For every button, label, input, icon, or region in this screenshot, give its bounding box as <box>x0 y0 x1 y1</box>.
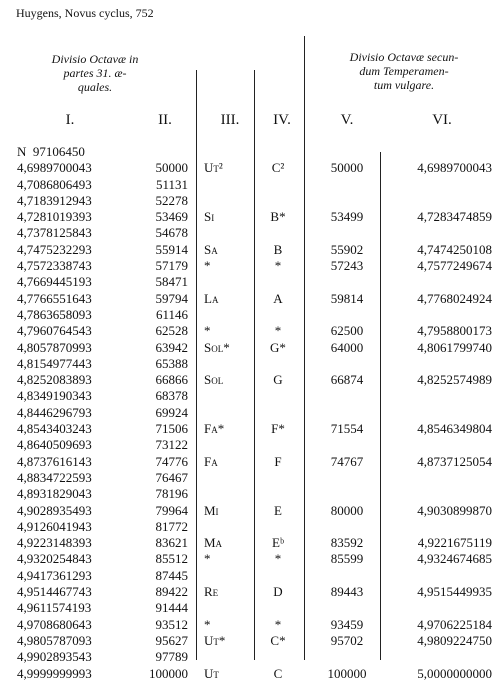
column-6 <box>392 144 492 682</box>
column-divider <box>304 36 305 660</box>
column-header-3: III. <box>220 112 240 128</box>
table-cell <box>258 144 298 160</box>
table-cell: 76467 <box>155 469 188 485</box>
table-cell <box>258 470 298 486</box>
table-cell <box>258 568 298 584</box>
table-cell: 4,7766551643 <box>17 290 92 306</box>
table-cell: 74776 <box>155 453 188 469</box>
table-cell <box>392 519 492 535</box>
table-cell: 4,8446296793 <box>17 404 92 420</box>
table-cell <box>318 486 376 502</box>
table-cell: 78196 <box>155 486 188 502</box>
table-cell: 95627 <box>155 632 188 648</box>
table-cell: 80000 <box>330 502 364 518</box>
table-cell: 71554 <box>330 421 364 437</box>
title-right-line: tum vulgare. <box>373 78 435 92</box>
table-cell: 59814 <box>330 290 364 306</box>
table-cell: 62500 <box>330 323 364 339</box>
table-cell <box>392 405 492 421</box>
table-cell <box>318 177 376 193</box>
table-cell: 66866 <box>155 372 188 388</box>
table-cell: G <box>273 372 283 388</box>
table-cell: 4,8931829043 <box>17 486 92 502</box>
table-cell: Ut² <box>204 160 223 176</box>
table-cell: * <box>204 616 211 632</box>
table-cell <box>204 405 250 421</box>
table-cell: 95702 <box>330 632 364 648</box>
table-cell: 4,9805787093 <box>17 632 92 648</box>
table-cell: 74767 <box>330 453 364 469</box>
table-cell: 4,8057870993 <box>17 339 92 355</box>
column-1 <box>17 144 92 682</box>
table-cell: 55914 <box>155 241 188 257</box>
table-cell: 4,9706225184 <box>417 616 492 632</box>
table-cell: 68378 <box>155 388 188 404</box>
table-cell: 4,6989700043 <box>417 160 492 176</box>
table-cell: 91444 <box>155 600 188 616</box>
table-cell <box>204 568 250 584</box>
table-cell: 4,9126041943 <box>17 518 92 534</box>
table-cell: 4,7378125843 <box>17 225 92 241</box>
table-cell <box>318 519 376 535</box>
table-cell <box>392 307 492 323</box>
table-cell: 4,9708680643 <box>17 616 92 632</box>
table-cell <box>204 388 250 404</box>
table-cell: 4,7572338743 <box>17 258 92 274</box>
table-cell <box>258 649 298 665</box>
table-cell: 4,9902893543 <box>17 649 92 665</box>
table-cell <box>258 519 298 535</box>
column-4 <box>258 144 298 682</box>
table-cell <box>392 356 492 372</box>
table-cell: 89422 <box>155 584 188 600</box>
table-cell: 4,7283474859 <box>417 209 492 225</box>
table-cell: 4,9999999993 <box>17 665 92 681</box>
table-cell: 4,8349190343 <box>17 388 92 404</box>
table-cell: 53499 <box>330 209 364 225</box>
table-cell <box>392 470 492 486</box>
table-cell: C* <box>270 632 286 648</box>
column-divider <box>196 70 197 660</box>
column-header-5: V. <box>340 112 354 128</box>
table-cell: 4,9514467743 <box>17 584 92 600</box>
table-cell: * <box>204 258 211 274</box>
table-cell: 100000 <box>149 665 188 681</box>
table-cell <box>318 600 376 616</box>
table-cell <box>318 405 376 421</box>
table-cell: 57179 <box>155 258 188 274</box>
table-cell: B* <box>270 209 286 225</box>
table-cell: 71506 <box>155 421 188 437</box>
table-cell <box>204 600 250 616</box>
table-cell <box>318 274 376 290</box>
column-5 <box>318 144 376 682</box>
table-cell <box>318 193 376 209</box>
table-cell: F* <box>271 421 285 437</box>
table-cell: 4,7768024924 <box>417 290 492 306</box>
table-cell: 4,8737125054 <box>417 453 492 469</box>
table-cell <box>392 600 492 616</box>
table-cell: 64000 <box>330 339 364 355</box>
table-cell: 55902 <box>330 241 364 257</box>
table-cell: 65388 <box>155 355 188 371</box>
table-cell: 93512 <box>155 616 188 632</box>
table-cell <box>318 649 376 665</box>
table-cell: 89443 <box>330 584 364 600</box>
table-cell: 52278 <box>155 192 188 208</box>
column-2 <box>118 144 188 682</box>
table-cell: 79964 <box>155 502 188 518</box>
table-cell: 53469 <box>155 209 188 225</box>
table-cell: 4,9515449935 <box>417 584 492 600</box>
table-cell: * <box>274 258 282 274</box>
table-cell: 4,7086806493 <box>17 176 92 192</box>
table-cell <box>318 470 376 486</box>
table-cell: 50000 <box>330 160 364 176</box>
table-cell: D <box>273 584 283 600</box>
table-cell: 87445 <box>155 567 188 583</box>
title-right-line: dum Temperamen- <box>359 64 449 78</box>
table-cell <box>204 486 250 502</box>
table-cell: 61146 <box>155 306 188 322</box>
table-cell: 4,7281019393 <box>17 209 92 225</box>
table-cell: 4,9611574193 <box>17 600 92 616</box>
table-cell <box>392 177 492 193</box>
table-cell: 83592 <box>330 535 364 551</box>
table-cell: G* <box>270 339 286 355</box>
table-cell: 4,9809224750 <box>417 632 492 648</box>
table-cell <box>258 437 298 453</box>
table-cell: C <box>273 665 283 681</box>
table-cell <box>318 356 376 372</box>
table-cell: 4,7577249674 <box>417 258 492 274</box>
table-cell <box>204 144 250 160</box>
table-cell <box>392 388 492 404</box>
title-left-line: quales. <box>77 80 113 94</box>
table-cell <box>392 486 492 502</box>
table-cell: 4,7669445193 <box>17 274 92 290</box>
title-right-line: Divisio Octavæ secun- <box>349 50 459 64</box>
table-cell: 4,7863658093 <box>17 306 92 322</box>
table-cell <box>204 274 250 290</box>
title-left <box>10 52 180 94</box>
table-cell: Ut <box>204 665 219 681</box>
table-cell <box>318 307 376 323</box>
table-cell: * <box>204 323 211 339</box>
table-cell: 5,0000000000 <box>417 665 492 681</box>
table-cell <box>258 307 298 323</box>
table-cell: 4,9028935493 <box>17 502 92 518</box>
table-cell: 4,8061799740 <box>417 339 492 355</box>
table-cell: A <box>273 290 283 306</box>
table-cell: 73122 <box>155 437 188 453</box>
title-left-line: partes 31. æ- <box>63 66 127 80</box>
table-cell: * <box>204 551 211 567</box>
column-header-6: VI. <box>432 112 452 128</box>
table-cell: 4,8154977443 <box>17 355 92 371</box>
table-cell: 4,7475232293 <box>17 241 92 257</box>
table-cell <box>392 274 492 290</box>
table-cell: Mi <box>204 502 219 518</box>
column-header-1: I. <box>65 112 75 128</box>
column-divider <box>254 70 255 660</box>
table-cell <box>392 225 492 241</box>
table-cell: 4,7960764543 <box>17 323 92 339</box>
table-cell <box>318 388 376 404</box>
table-cell: Fa <box>204 453 218 469</box>
table-cell <box>318 144 376 160</box>
table-cell <box>118 144 188 160</box>
table-cell <box>258 225 298 241</box>
table-cell: Fa* <box>204 421 225 437</box>
table-cell <box>392 437 492 453</box>
column-3 <box>204 144 250 682</box>
table-cell <box>392 568 492 584</box>
table-cell: 85599 <box>330 551 364 567</box>
table-cell: Sol* <box>204 339 230 355</box>
table-cell: 81772 <box>155 518 188 534</box>
table-cell <box>204 307 250 323</box>
table-cell <box>392 144 492 160</box>
table-cell: 4,8737616143 <box>17 453 92 469</box>
table-cell <box>258 177 298 193</box>
table-cell: 4,9223148393 <box>17 535 92 551</box>
column-header-2: II. <box>158 112 172 128</box>
table-cell: 4,8546349804 <box>417 421 492 437</box>
table-cell: * <box>274 551 282 567</box>
table-cell: 4,8252574989 <box>417 372 492 388</box>
table-cell: 54678 <box>155 225 188 241</box>
table-cell: 59794 <box>155 290 188 306</box>
table-cell: Re <box>204 584 219 600</box>
table-cell <box>204 177 250 193</box>
table-cell: 4,9417361293 <box>17 567 92 583</box>
table-cell <box>258 486 298 502</box>
table-cell: 50000 <box>155 160 188 176</box>
table-cell <box>204 437 250 453</box>
table-cell <box>204 356 250 372</box>
table-cell <box>204 193 250 209</box>
table-cell <box>204 649 250 665</box>
table-cell: La <box>204 290 219 306</box>
table-cell <box>258 193 298 209</box>
table-cell <box>258 405 298 421</box>
table-cell: 4,9221675119 <box>417 535 492 551</box>
table-cell: 4,9320254843 <box>17 551 92 567</box>
table-cell <box>258 356 298 372</box>
table-cell: F <box>274 453 282 469</box>
table-cell: 4,8252083893 <box>17 372 92 388</box>
table-cell: 4,9324674685 <box>417 551 492 567</box>
table-cell: 100000 <box>327 665 367 681</box>
title-right <box>316 50 492 92</box>
table-cell: 97789 <box>155 649 188 665</box>
table-cell: 63942 <box>155 339 188 355</box>
table-cell: 62528 <box>155 323 188 339</box>
table-cell <box>204 519 250 535</box>
table-cell: Sol <box>204 372 224 388</box>
table-cell: 83621 <box>155 535 188 551</box>
table-cell: * <box>274 323 282 339</box>
table-cell: 4,9030899870 <box>417 502 492 518</box>
table-cell <box>318 225 376 241</box>
table-cell: 58471 <box>155 274 188 290</box>
table-cell: E <box>274 502 282 518</box>
table-cell: Eᵇ <box>272 535 284 551</box>
table-cell: 51131 <box>155 176 188 192</box>
table-cell: Sa <box>204 241 218 257</box>
table-cell: C² <box>271 160 285 176</box>
caption: Huygens, Novus cyclus, 752 <box>16 6 154 20</box>
table-cell: Si <box>204 209 215 225</box>
table-cell: B <box>273 241 283 257</box>
table-cell <box>258 274 298 290</box>
table-cell <box>204 470 250 486</box>
table-cell: 93459 <box>330 616 364 632</box>
table-cell <box>258 600 298 616</box>
table-cell: 57243 <box>330 258 364 274</box>
column-header-4: IV. <box>273 112 291 128</box>
table-cell <box>318 437 376 453</box>
table-cell: 66874 <box>330 372 364 388</box>
table-cell <box>392 649 492 665</box>
table-cell: 4,8834722593 <box>17 469 92 485</box>
table-cell: Ut* <box>204 632 226 648</box>
title-left-line: Divisio Octavæ in <box>51 52 139 66</box>
column-divider <box>380 152 381 660</box>
table-cell: 69924 <box>155 404 188 420</box>
table-cell <box>258 388 298 404</box>
table-cell <box>318 568 376 584</box>
table-cell: 4,6989700043 <box>17 160 92 176</box>
table-cell: 4,8543403243 <box>17 421 92 437</box>
table-cell: 4,8640509693 <box>17 437 92 453</box>
table-cell: 4,7183912943 <box>17 192 92 208</box>
table-cell <box>204 225 250 241</box>
table-cell: 85512 <box>155 551 188 567</box>
table-cell: 4,7958800173 <box>417 323 492 339</box>
table-cell: 4,7474250108 <box>417 241 492 257</box>
table-cell: * <box>274 616 282 632</box>
table-cell <box>392 193 492 209</box>
table-cell: N 97106450 <box>17 144 85 159</box>
table-cell: Ma <box>204 535 223 551</box>
